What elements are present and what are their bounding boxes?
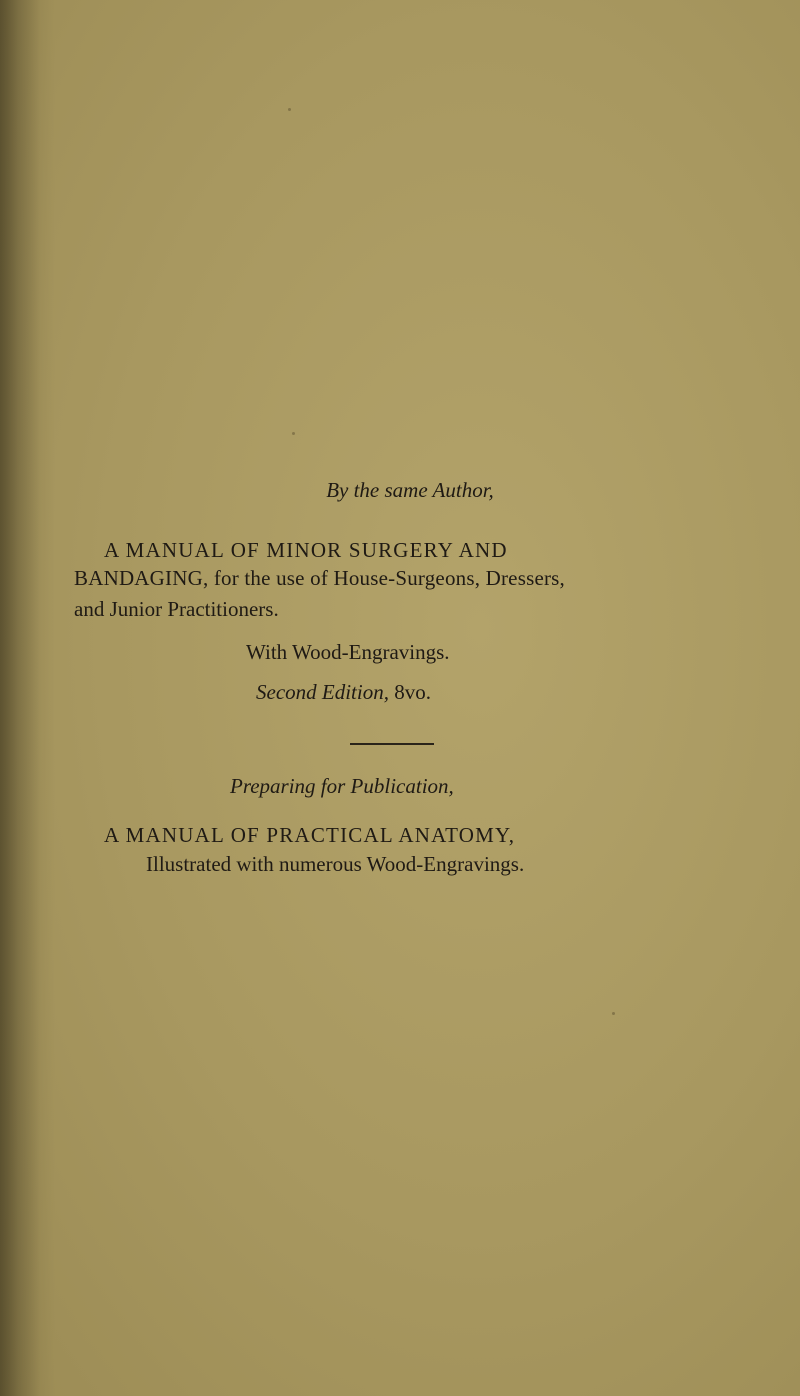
paper-speck — [612, 1012, 615, 1015]
preparing-for-publication-heading: Preparing for Publication, — [230, 774, 454, 798]
edition-format: 8vo. — [394, 680, 431, 704]
first-work-title-line-2: BANDAGING, for the use of House-Surgeons, Dressers, — [74, 566, 565, 590]
by-same-author-heading: By the same Author, — [326, 478, 494, 502]
first-work-title-line-1: A MANUAL OF MINOR SURGERY AND — [104, 538, 508, 562]
paper-speck — [288, 108, 291, 111]
second-work-title-line-2: Illustrated with numerous Wood-Engravings. — [146, 852, 525, 876]
edition-label: Second Edition, — [256, 680, 389, 704]
second-work-title-line-1: A MANUAL OF PRACTICAL ANATOMY, — [104, 823, 516, 847]
section-divider — [350, 743, 434, 745]
first-work-illustrations: With Wood-Engravings. — [246, 640, 450, 664]
first-work-title-line-3: and Junior Practitioners. — [74, 597, 279, 621]
spine-shadow — [0, 0, 40, 1396]
first-work-edition — [256, 680, 616, 705]
paper-speck — [292, 432, 295, 435]
